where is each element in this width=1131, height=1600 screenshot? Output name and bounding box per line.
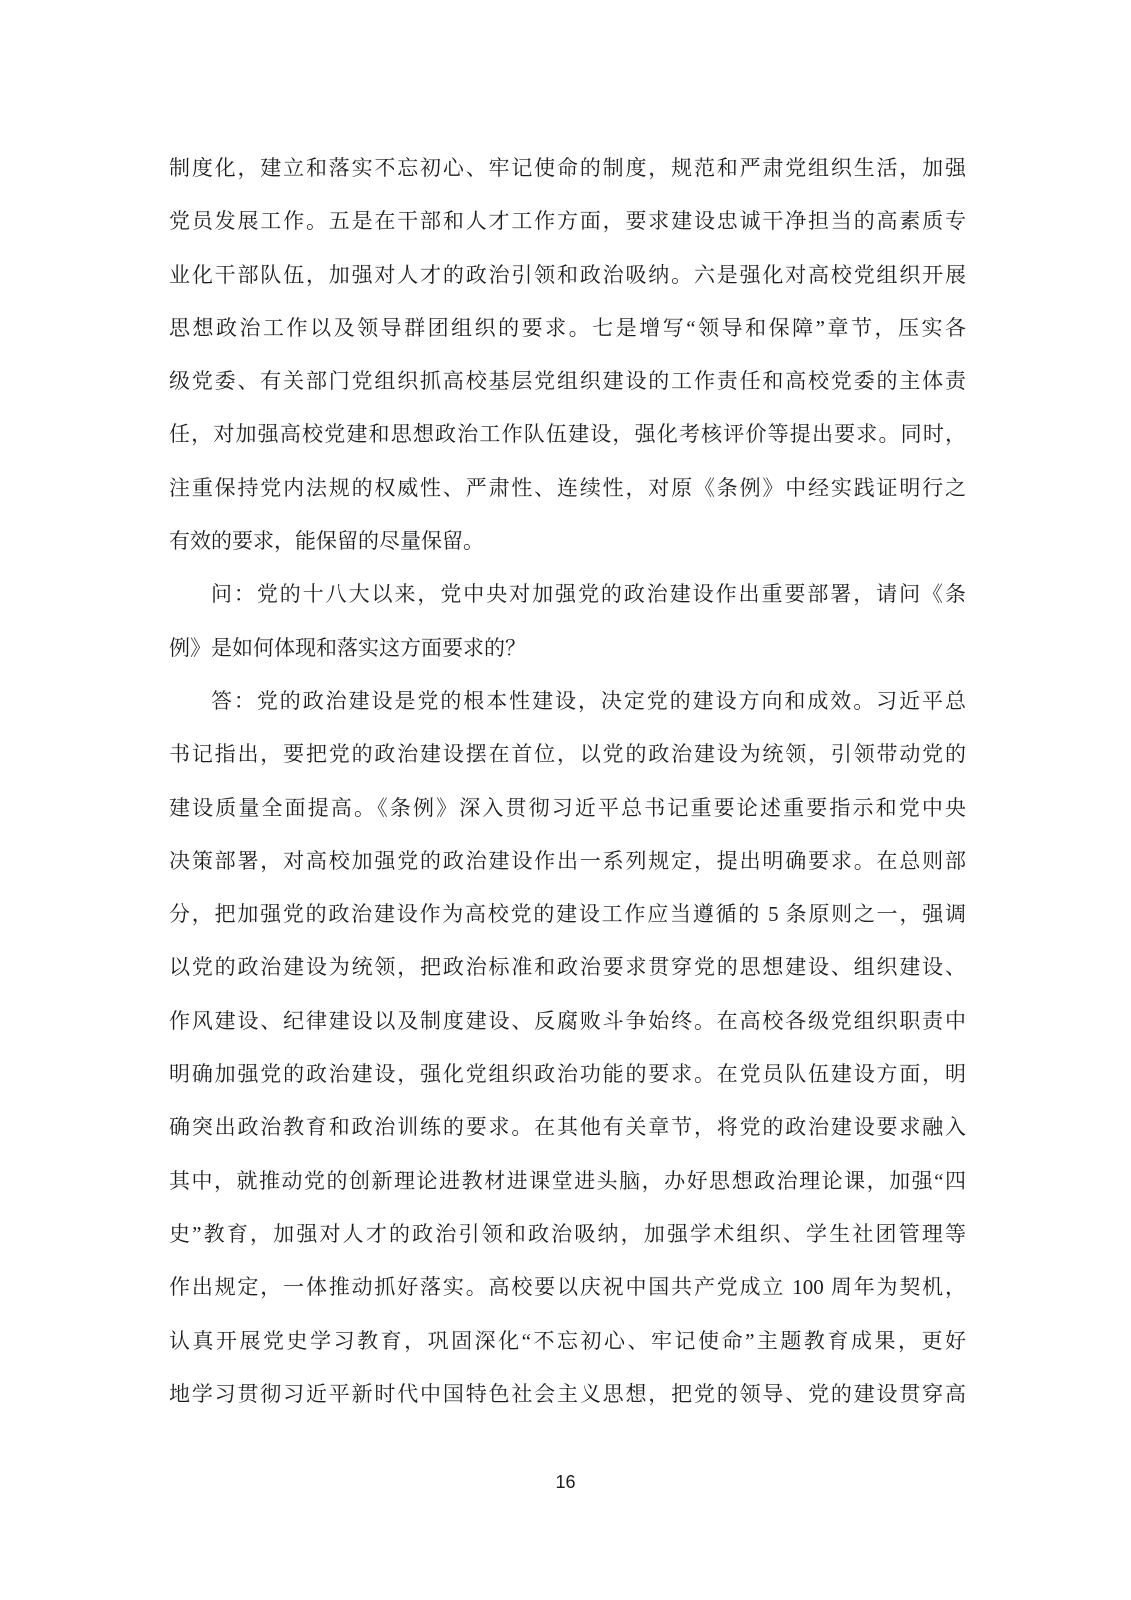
paragraph-question (169, 568, 966, 675)
text-line: 思想政治工作以及领导群团组织的要求。七是增写“领导和保障”章节，压实各 (169, 315, 966, 340)
text-line: 注重保持党内法规的权威性、严肃性、连续性，对原《条例》中经实践证明行之 (169, 475, 966, 500)
text-line: 决策部署，对高校加强党的政治建设作出一系列规定，提出明确要求。在总则部 (169, 848, 966, 873)
text-line: 分，把加强党的政治建设作为高校党的建设工作应当遵循的 5 条原则之一，强调 (169, 902, 966, 927)
text-line: 地学习贯彻习近平新时代中国特色社会主义思想，把党的领导、党的建设贯穿高 (169, 1381, 966, 1406)
text-line: 认真开展党史学习教育，巩固深化“不忘初心、牢记使命”主题教育成果，更好 (169, 1328, 966, 1353)
text-line: 史”教育，加强对人才的政治引领和政治吸纳，加强学术组织、学生社团管理等 (169, 1221, 966, 1246)
page-number: 16 (555, 1472, 576, 1492)
text-line: 级党委、有关部门党组织抓高校基层党组织建设的工作责任和高校党委的主体责 (169, 369, 966, 394)
text-line: 书记指出，要把党的政治建设摆在首位，以党的政治建设为统领，引领带动党的 (169, 742, 966, 767)
text-line: 制度化，建立和落实不忘初心、牢记使命的制度，规范和严肃党组织生活，加强 (169, 156, 966, 180)
text-line: 有效的要求，能保留的尽量保留。 (169, 529, 484, 554)
text-line: 问：党的十八大以来，党中央对加强党的政治建设作出重要部署，请问《条 (211, 582, 966, 607)
text-line: 答：党的政治建设是党的根本性建设，决定党的建设方向和成效。习近平总 (211, 688, 966, 713)
text-line: 确突出政治教育和政治训练的要求。在其他有关章节，将党的政治建设要求融入 (169, 1115, 966, 1140)
text-line: 建设质量全面提高。《条例》深入贯彻习近平总书记重要论述重要指示和党中央 (169, 795, 966, 820)
paragraph-answer (169, 675, 966, 1421)
text-line: 作出规定，一体推动抓好落实。高校要以庆祝中国共产党成立 100 周年为契机， (169, 1275, 966, 1300)
text-line: 以党的政治建设为统领，把政治标准和政治要求贯穿党的思想建设、组织建设、 (169, 955, 966, 980)
text-line: 业化干部队伍，加强对人才的政治引领和政治吸纳。六是强化对高校党组织开展 (169, 262, 966, 287)
text-line: 其中，就推动党的创新理论进教材进课堂进头脑，办好思想政治理论课，加强“四 (169, 1168, 966, 1193)
text-line: 明确加强党的政治建设，强化党组织政治功能的要求。在党员队伍建设方面，明 (169, 1062, 966, 1087)
text-line: 例》是如何体现和落实这方面要求的？ (169, 635, 526, 660)
text-line: 任，对加强高校党建和思想政治工作队伍建设，强化考核评价等提出要求。同时， (169, 422, 966, 447)
document-body (169, 142, 966, 1421)
text-line: 作风建设、纪律建设以及制度建设、反腐败斗争始终。在高校各级党组织职责中 (169, 1008, 966, 1033)
text-line: 党员发展工作。五是在干部和人才工作方面，要求建设忠诚干净担当的高素质专 (169, 209, 966, 234)
paragraph-continuation (169, 142, 966, 568)
